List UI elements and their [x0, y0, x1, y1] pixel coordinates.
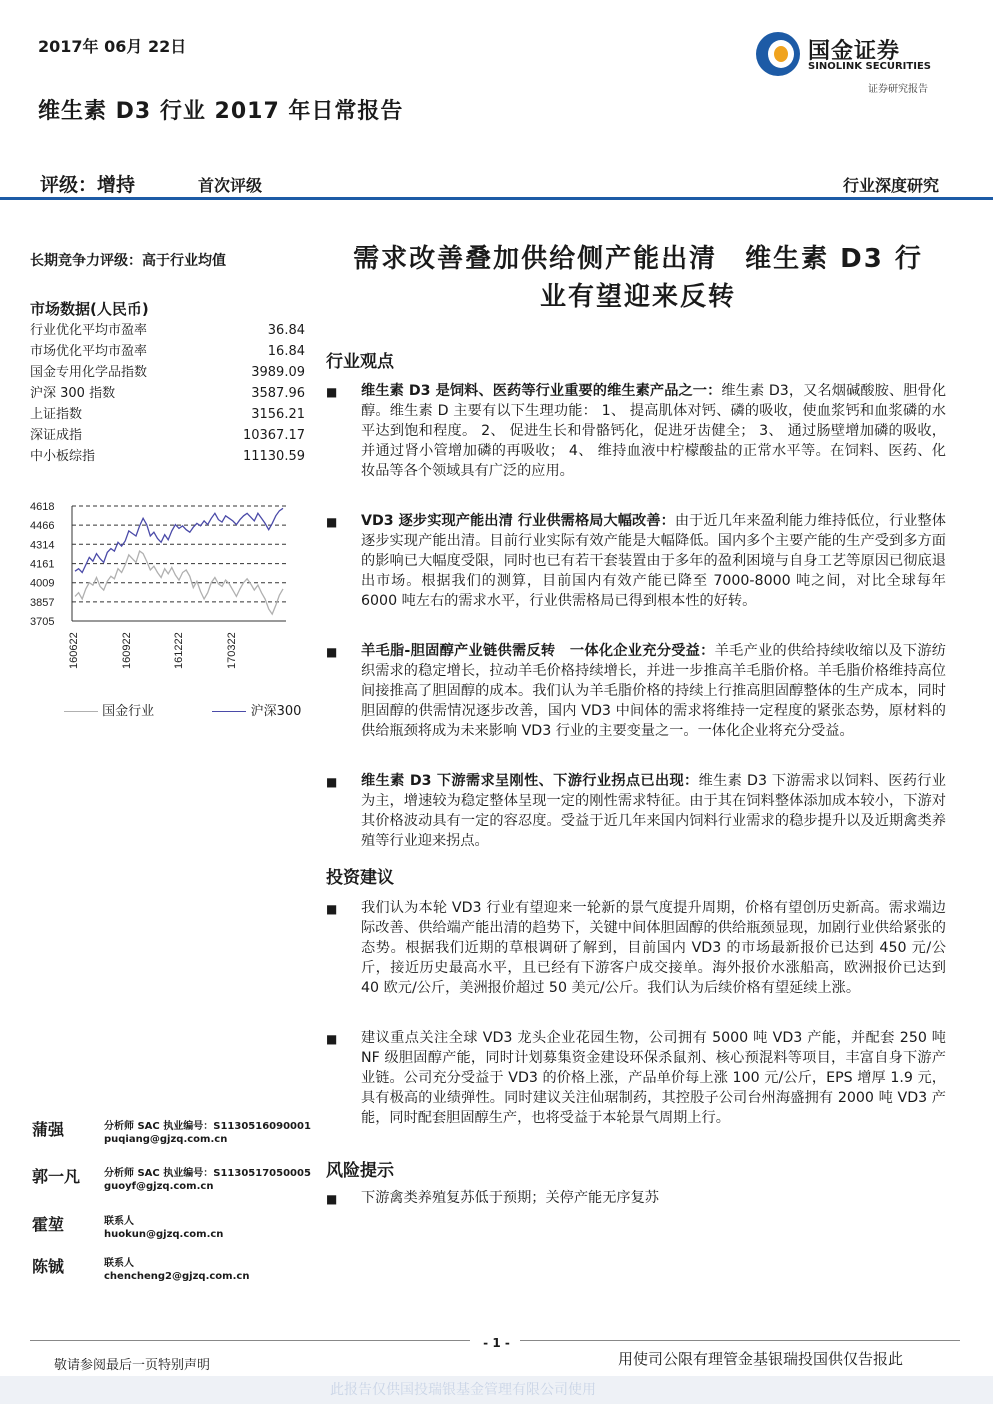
- bullet-lead: VD3 逐步实现产能出清 行业供需格局大幅改善：: [361, 513, 675, 529]
- bullet-text: 维生素 D3，又名烟碱酸胺、胆骨化醇。维生素 D 主要有以下生理功能： 1、 提高肌体对钙、磷的吸收，使血浆钙和血浆磷的水平达到饱和程度。 2、 促进生长和骨骼钙化，促进牙齿健全； 3、 通过肠壁增加磷的吸收，并通过肾小管增加磷的再吸收； 4、 维持血液中柠檬酸盐的正常水平等。在饲料、医药、化妆品等各个领域具有广泛的应用。: [361, 383, 947, 479]
- contact-role: 联系人: [104, 1216, 134, 1227]
- analyst-id: 分析师 SAC 执业编号：S1130516090001: [104, 1121, 311, 1132]
- main-title-line2: 业有望迎来反转: [539, 282, 736, 312]
- bullet-lead: 维生素 D3 是饲料、医药等行业重要的维生素产品之一：: [361, 383, 722, 399]
- chart-legend: [64, 700, 301, 719]
- analyst-id: 分析师 SAC 执业编号：S1130517050005: [104, 1168, 311, 1179]
- bullet-item: [326, 1028, 946, 1128]
- logo-subtitle: 证券研究报告: [868, 84, 928, 95]
- bullet-item: [326, 381, 946, 481]
- rating: 评级：增持: [40, 174, 136, 196]
- bullet-square-icon: ■: [326, 775, 338, 789]
- x-tick-label: 160922: [121, 632, 133, 669]
- bullet-text: 建议重点关注全球 VD3 龙头企业花园生物，公司拥有 5000 吨 VD3 产能，并配套 250 吨 NF 级胆固醇产能，同时计划募集资金建设环保杀鼠剂、核心预混料等项目，丰富自身下游产业链。公司充分受益于 VD3 的价格上涨，产品单价每上涨 100 元/公斤，EPS 增厚 1.9 元，具有极高的业绩弹性。同时建议关注仙琚制药，其控股子公司台州海盛拥有 2000 吨 VD3 产能，同时配套胆固醇生产，也将受益于本轮景气周期上行。: [361, 1030, 946, 1126]
- analyst-email[interactable]: guoyf@gjzq.com.cn: [104, 1181, 214, 1192]
- sinolink-logo-icon: [756, 32, 800, 76]
- market-label: 中小板综指: [30, 449, 96, 464]
- bullet-square-icon: ■: [326, 515, 338, 529]
- footer-disclaimer: 敬请参阅最后一页特别声明: [54, 1358, 211, 1373]
- market-label: 深证成指: [30, 428, 83, 443]
- bullet-square-icon: ■: [326, 385, 338, 399]
- market-row: [30, 320, 305, 341]
- analyst-email[interactable]: puqiang@gjzq.com.cn: [104, 1134, 228, 1145]
- bullet-item: [326, 771, 946, 851]
- page-number: - 1 -: [483, 1336, 510, 1350]
- logo-chinese: 国金证券: [808, 39, 901, 64]
- report-date: 2017年 06月 22日: [38, 37, 187, 56]
- report-title: 维生素 D3 行业 2017 年日常报告: [38, 99, 404, 124]
- footer-watermark: 此报告仅供国投瑞银基金管理有限公司使用: [330, 1382, 596, 1398]
- market-value: 3156.21: [251, 407, 305, 422]
- market-row: [30, 341, 305, 362]
- market-value: 11130.59: [242, 449, 305, 464]
- market-value: 10367.17: [242, 428, 305, 443]
- section-heading-investment: 投资建议: [326, 868, 394, 888]
- market-row: [30, 425, 305, 446]
- market-value: 3587.96: [251, 386, 305, 401]
- contact-role: 联系人: [104, 1258, 134, 1269]
- y-tick-label: 3857: [30, 596, 55, 609]
- section-heading-view: 行业观点: [326, 352, 394, 372]
- market-value: 3989.09: [251, 365, 305, 380]
- market-label: 沪深 300 指数: [30, 386, 116, 401]
- section-heading-risk: 风险提示: [326, 1161, 394, 1181]
- y-tick-label: 4161: [30, 558, 55, 571]
- footer-notice: 用使司公限有理管金基银瑞投国供仅告报此: [618, 1350, 904, 1368]
- y-tick-label: 4618: [30, 501, 55, 513]
- bullet-square-icon: ■: [326, 1032, 338, 1046]
- market-row: [30, 362, 305, 383]
- bullet-text: 维生素 D3 下游需求以饲料、医药行业为主，增速较为稳定整体呈现一定的刚性需求特征。由于其在饲料整体添加成本较小，下游对其价格波动具有一定的容忍度。受益于近几年来国内饲料行业需求的稳步提升以及近期禽类养殖等行业迎来拐点。: [361, 773, 946, 849]
- legend-label-hs300: 沪深300: [250, 704, 302, 719]
- analyst-name: 陈铖: [32, 1257, 65, 1276]
- bullet-item: [326, 641, 946, 741]
- logo-english: SINOLINK SECURITIES: [808, 61, 931, 72]
- bullet-item: [326, 1188, 946, 1208]
- header-divider: [0, 197, 993, 200]
- market-label: 市场优化平均市盈率: [30, 344, 148, 359]
- analyst-email[interactable]: huokun@gjzq.com.cn: [104, 1229, 224, 1240]
- bullet-lead: 维生素 D3 下游需求呈刚性、下游行业拐点已出现：: [361, 773, 699, 789]
- legend-line-blue: [212, 711, 246, 712]
- main-title-line1: 需求改善叠加供给侧产能出清 维生素 D3 行: [353, 244, 923, 274]
- x-tick-label: 170322: [226, 632, 238, 669]
- competitiveness-rating: 长期竞争力评级：高于行业均值: [30, 253, 226, 269]
- market-label: 国金专用化学品指数: [30, 365, 148, 380]
- bullet-square-icon: ■: [326, 645, 338, 659]
- market-row: [30, 446, 305, 467]
- analyst-name: 霍堃: [32, 1215, 65, 1234]
- x-tick-label: 160622: [68, 632, 80, 669]
- analyst-name: 蒲强: [32, 1120, 65, 1139]
- report-type: 行业深度研究: [842, 176, 939, 195]
- bullet-lead: 羊毛脂-胆固醇产业链供需反转 一体化企业充分受益：: [361, 643, 715, 659]
- legend-line-gray: [64, 711, 98, 712]
- index-line-chart: [28, 496, 298, 686]
- bullet-square-icon: ■: [326, 902, 338, 916]
- market-label: 上证指数: [30, 407, 83, 422]
- footer-watermark-band: [0, 1376, 993, 1404]
- analyst-name: 郭一凡: [32, 1167, 81, 1186]
- bullet-text: 由于近几年来盈利能力维持低位，行业整体逐步实现产能出清。目前行业实际有效产能是大幅降低。国内多个主要产能的生产受到多方面的影响已大幅度受限，同时也已有若干套装置由于多年的盈利困境与自身工艺等原因已彻底退出市场。根据我们的测算，目前国内有效产能已降至 7000-8000 吨之间，对比全球每年 6000 吨左右的需求水平，行业供需格局已得到根本性的好转。: [361, 513, 946, 609]
- bullet-text: 下游禽类养殖复苏低于预期；关停产能无序复苏: [361, 1190, 659, 1206]
- y-tick-label: 4009: [30, 577, 55, 590]
- first-rating: 首次评级: [198, 176, 263, 195]
- bullet-item: [326, 511, 946, 611]
- y-tick-label: 4466: [30, 520, 55, 533]
- legend-label-industry: 国金行业: [102, 704, 155, 719]
- y-tick-label: 3705: [30, 616, 55, 628]
- market-data-table: [30, 320, 305, 467]
- y-tick-label: 4314: [30, 539, 55, 552]
- market-row: [30, 404, 305, 425]
- bullet-item: [326, 898, 946, 998]
- bullet-text: 我们认为本轮 VD3 行业有望迎来一轮新的景气度提升周期，价格有望创历史新高。需求端边际改善、供给端产能出清的趋势下，关键中间体胆固醇的供给瓶颈显现，加剧行业供给紧张的态势。根据我们近期的草根调研了解到，目前国内 VD3 的市场最新报价已达到 450 元/公斤，接近历史最高水平，且已经有下游客户成交接单。海外报价水涨船高，欧洲报价已达到 40 欧元/公斤，美洲报价超过 50 美元/公斤。我们认为后续价格有望延续上涨。: [361, 900, 946, 996]
- bullet-square-icon: ■: [326, 1192, 338, 1206]
- bullet-text: 羊毛产业的供给持续收缩以及下游纺织需求的稳定增长，拉动羊毛价格持续增长，并进一步推高羊毛脂价格。羊毛脂价格维持高位间接推高了胆固醇的成本。我们认为羊毛脂价格的持续上行推高胆固醇整体的生产成本，同时胆固醇的供需情况逐步改善，国内 VD3 中间体的需求将维持一定程度的紧张态势，原材料的供给瓶颈将成为未来影响 VD3 行业的主要变量之一。一体化企业将充分受益。: [361, 643, 946, 739]
- market-label: 行业优化平均市盈率: [30, 323, 148, 338]
- main-title: [328, 240, 948, 316]
- analyst-email[interactable]: chencheng2@gjzq.com.cn: [104, 1271, 250, 1282]
- market-value: 16.84: [267, 344, 305, 359]
- series-line-1: [75, 508, 283, 572]
- market-value: 36.84: [267, 323, 305, 338]
- market-data-title: 市场数据(人民币): [30, 300, 149, 318]
- market-row: [30, 383, 305, 404]
- x-tick-label: 161222: [173, 632, 185, 669]
